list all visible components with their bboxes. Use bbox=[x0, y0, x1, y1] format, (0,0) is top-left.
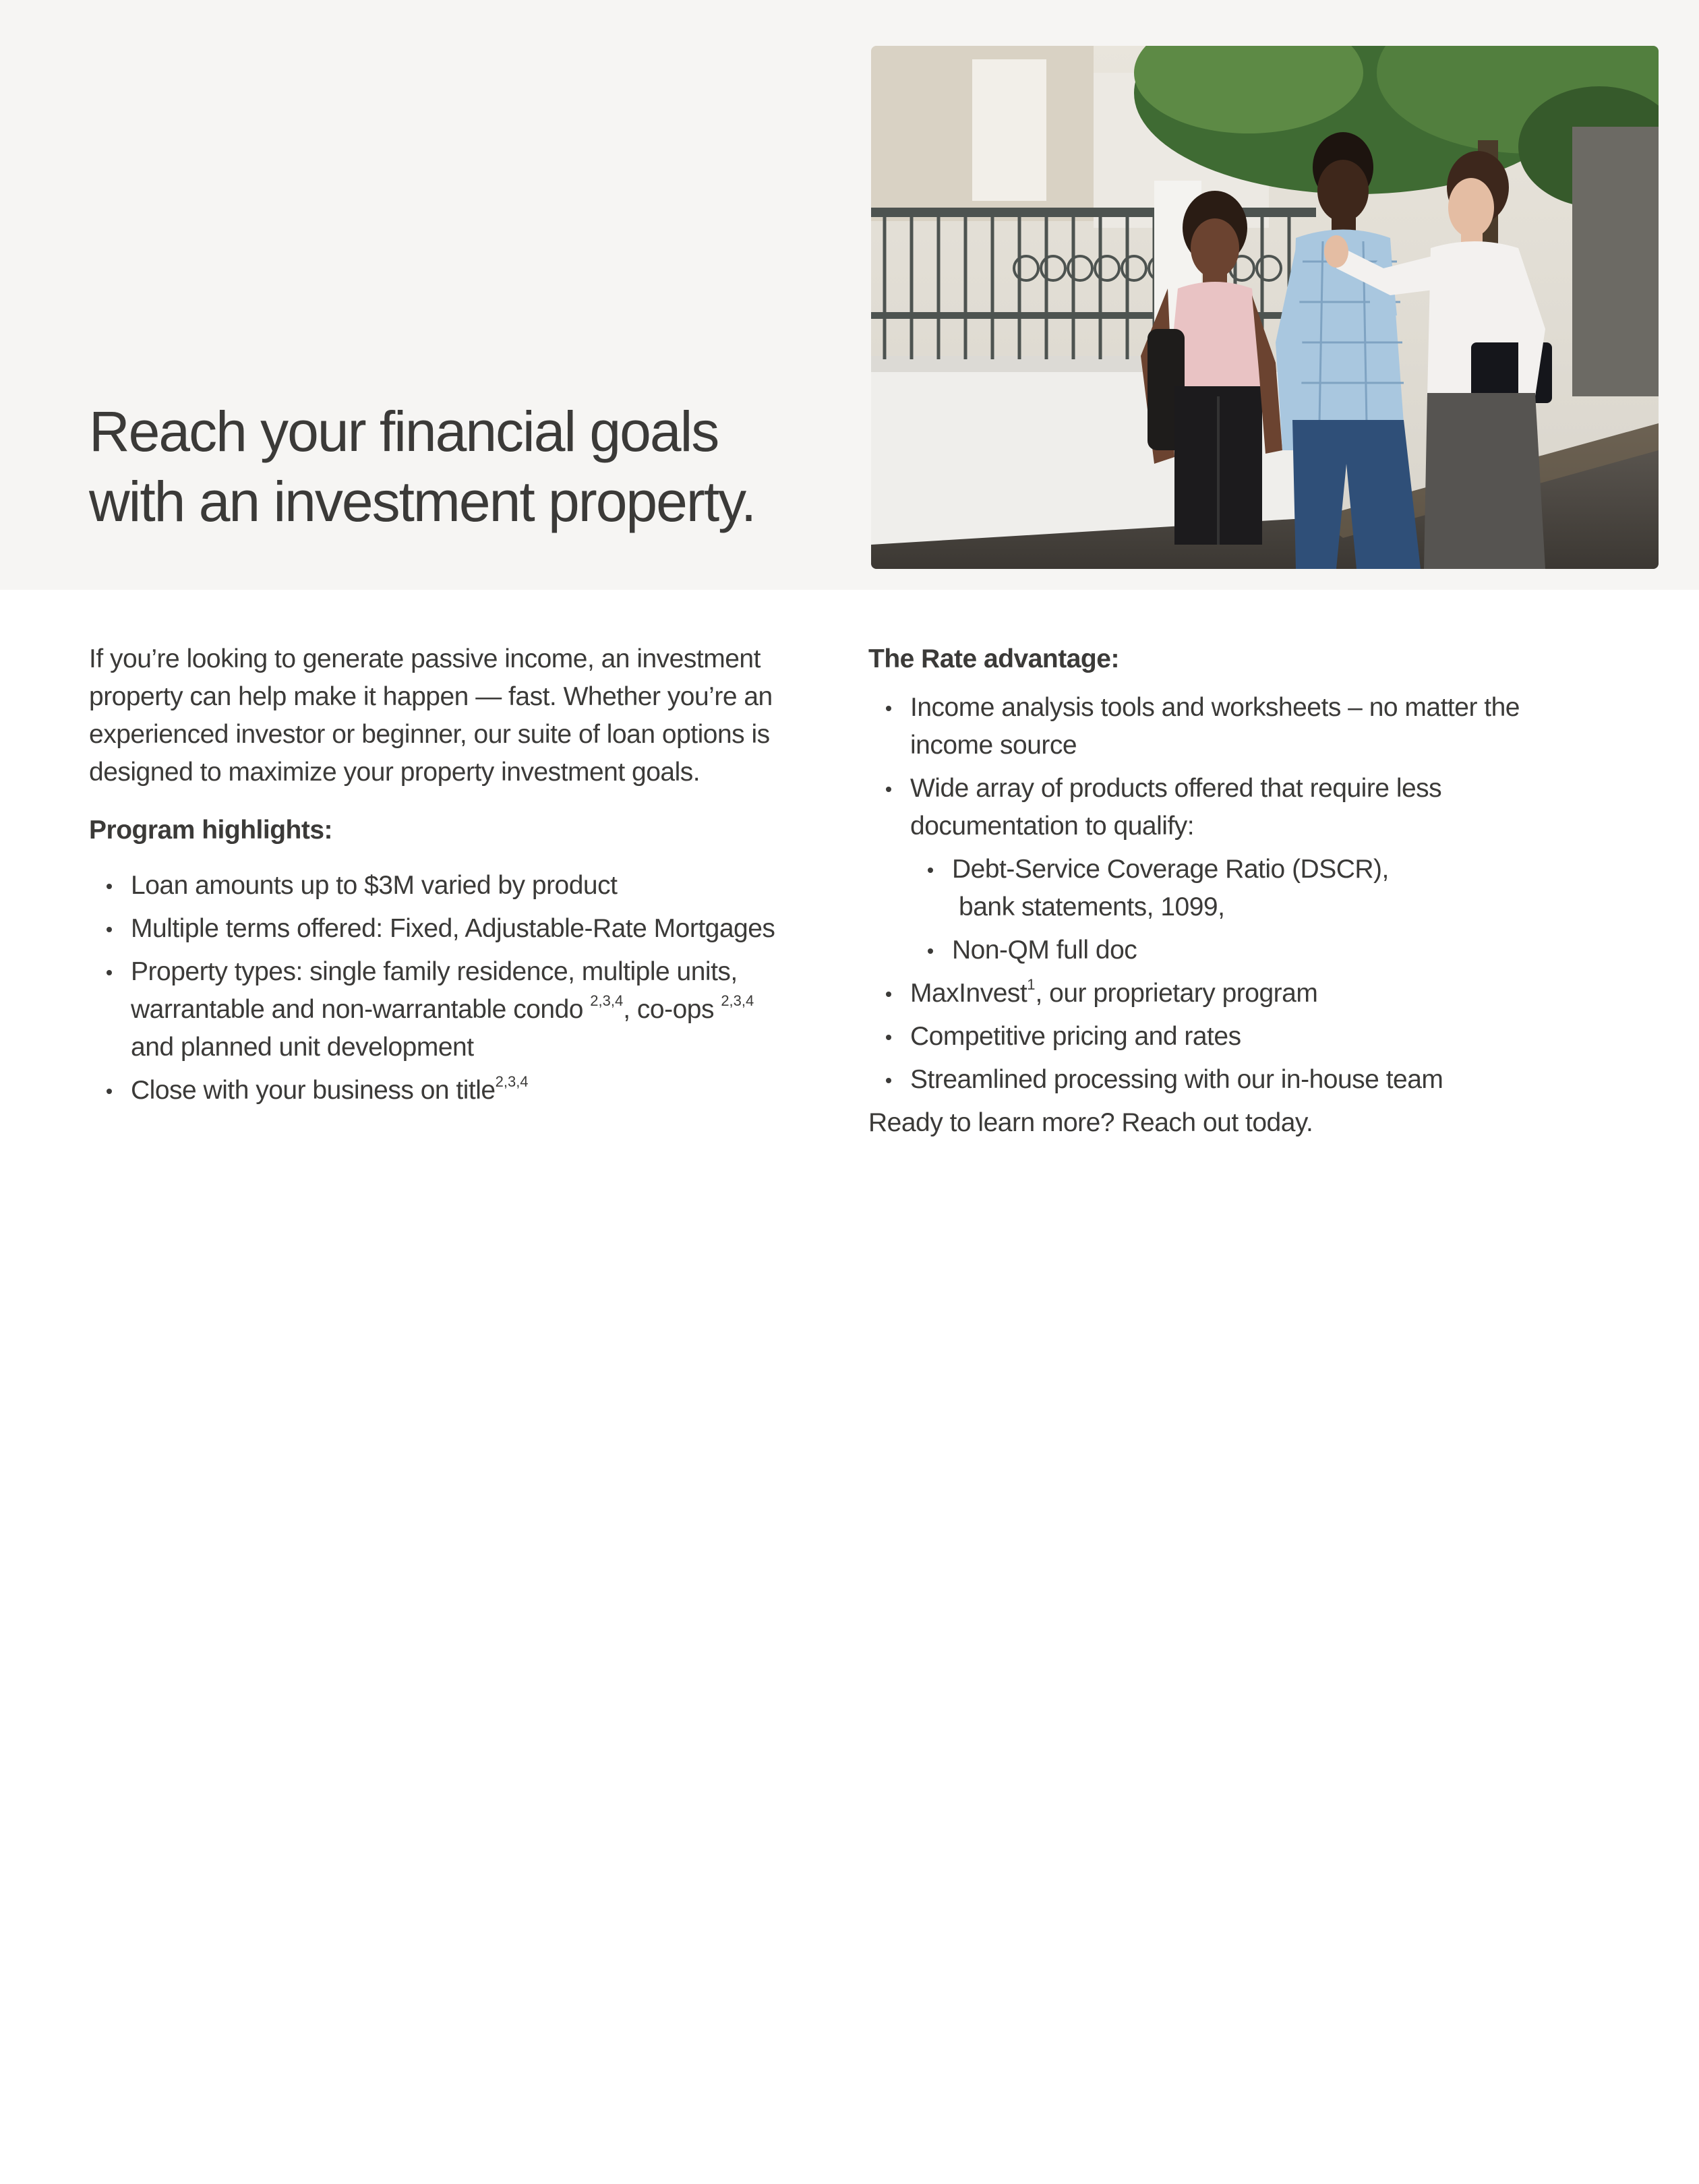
footnote-ref: 2,3,4 bbox=[590, 992, 624, 1009]
program-highlights-heading: Program highlights: bbox=[89, 816, 332, 845]
program-column bbox=[89, 640, 790, 1115]
list-item bbox=[868, 1061, 1583, 1099]
list-item-text: , co-ops bbox=[623, 995, 721, 1024]
hero-photo bbox=[871, 46, 1659, 569]
list-item-text: Property types: single family residence, multiple units, warrantable and non-warrantable condo bbox=[131, 957, 738, 1024]
list-item-text: and planned unit development bbox=[131, 1033, 474, 1062]
sub-list bbox=[910, 851, 1583, 969]
list-item-text: MaxInvest bbox=[910, 979, 1027, 1008]
list-item-text: Multiple terms offered: Fixed, Adjustable-Rate Mortgages bbox=[131, 914, 775, 943]
list-item bbox=[89, 867, 790, 905]
list-item-text: Streamlined processing with our in-house team bbox=[910, 1065, 1443, 1094]
footnote-ref: 1 bbox=[1027, 976, 1036, 993]
photo-of-people-walking-icon bbox=[871, 46, 1659, 569]
list-item-text: Income analysis tools and worksheets – no matter the income source bbox=[910, 693, 1520, 760]
sub-list-item-text: bank statements, 1099, bbox=[959, 892, 1225, 921]
list-item bbox=[868, 689, 1583, 764]
page-title bbox=[89, 396, 831, 537]
hero-band bbox=[0, 0, 1699, 590]
intro-paragraph: If you’re looking to generate passive income, an investment property can help make it happen — fast. Whether you’re an experienced investor or beginner, our suite of loan options is designed to maximize your property investment goals. bbox=[89, 644, 773, 787]
footnote-ref: 2,3,4 bbox=[721, 992, 754, 1009]
sub-list-item bbox=[910, 932, 1583, 969]
list-item-text: Wide array of products offered that require less documentation to qualify: bbox=[910, 774, 1442, 841]
list-item bbox=[89, 910, 790, 948]
list-item-text: Competitive pricing and rates bbox=[910, 1022, 1241, 1051]
closing-cta-text: Ready to learn more? Reach out today. bbox=[868, 1108, 1313, 1137]
list-item bbox=[868, 975, 1583, 1012]
footnote-ref: 2,3,4 bbox=[495, 1073, 529, 1090]
sub-list-item-text: Non-QM full doc bbox=[952, 936, 1137, 965]
list-item bbox=[868, 770, 1583, 969]
list-item-text: Close with your business on title bbox=[131, 1076, 496, 1105]
list-item bbox=[89, 953, 790, 1066]
page-title-line-1: Reach your financial goals bbox=[89, 400, 719, 463]
list-item-text: , our proprietary program bbox=[1035, 979, 1318, 1008]
list-item bbox=[89, 1072, 790, 1110]
list-item-text: Loan amounts up to $3M varied by product bbox=[131, 871, 618, 900]
page-title-line-2: with an investment property. bbox=[89, 470, 756, 533]
list-item bbox=[868, 1018, 1583, 1056]
sub-list-item-text: Debt-Service Coverage Ratio (DSCR), bbox=[952, 855, 1389, 884]
program-highlights-list bbox=[89, 867, 790, 1110]
rate-advantage-heading: The Rate advantage: bbox=[868, 644, 1119, 673]
advantage-column bbox=[868, 640, 1583, 1142]
sub-list-item bbox=[910, 851, 1583, 926]
rate-advantage-list bbox=[868, 689, 1583, 1099]
